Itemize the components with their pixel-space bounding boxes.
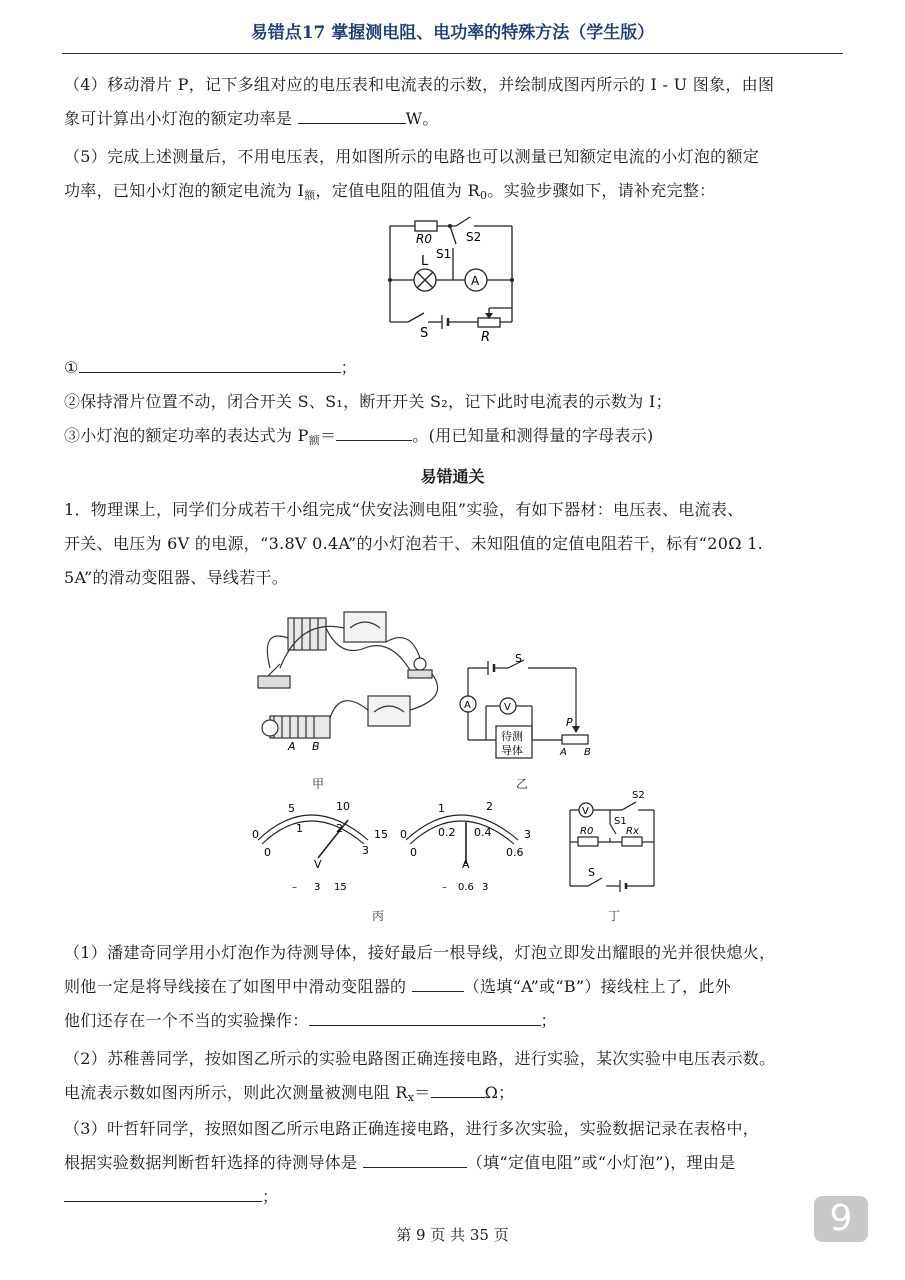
q1-blank-1[interactable] bbox=[412, 971, 464, 992]
vm-bot-3: 3 bbox=[362, 844, 369, 857]
yi-box-2: 导体 bbox=[501, 744, 523, 757]
q4-text: 象可计算出小灯泡的额定功率是 bbox=[64, 109, 298, 128]
am-unit: A bbox=[462, 858, 470, 871]
q5-sub: 额 bbox=[304, 189, 316, 202]
q1-line-1: （1）潘建奇同学用小灯泡作为待测导体，接好最后一根导线，灯泡立即发出耀眼的光并很快熄火， bbox=[64, 943, 776, 962]
label-r0: R0 bbox=[416, 232, 432, 246]
q5-text-c: 。实验步骤如下，请补充完整： bbox=[487, 181, 716, 200]
vm-unit: V bbox=[314, 858, 322, 871]
vm-top-1: 5 bbox=[288, 802, 295, 815]
ammeter-dial bbox=[406, 815, 518, 864]
p1-line-3: 5A”的滑动变阻器、导线若干。 bbox=[64, 568, 289, 587]
vm-bot-1: 1 bbox=[296, 822, 303, 835]
step-3-blank[interactable] bbox=[336, 420, 412, 441]
am-term-06: 0.6 bbox=[458, 882, 474, 893]
label-s2: S2 bbox=[466, 230, 482, 244]
s1-switch bbox=[450, 226, 456, 244]
am-bot-0: 0 bbox=[410, 846, 417, 859]
step-3-eq: ＝ bbox=[319, 426, 337, 445]
q4-line-1: （4）移动滑片 P，记下多组对应的电压表和电流表的示数，并绘制成图丙所示的 I - U 图象，由图 bbox=[64, 75, 775, 94]
label-lamp: L bbox=[421, 254, 429, 269]
yi-box-1: 待测 bbox=[501, 730, 523, 743]
caption-ding: 丁 bbox=[608, 909, 621, 923]
caption-yi: 乙 bbox=[516, 777, 529, 791]
q3-blank-2[interactable] bbox=[64, 1181, 262, 1202]
question-2 bbox=[64, 1042, 844, 1115]
header-title: 易错点17 掌握测电阻、电功率的特殊方法（学生版） bbox=[250, 23, 655, 43]
ammeter-device bbox=[368, 696, 410, 726]
step-3-note: 。(用已知量和测得量的字母表示) bbox=[412, 426, 654, 445]
bulb-device bbox=[414, 658, 426, 670]
step-2: ②保持滑片位置不动，闭合开关 S、S₁，断开开关 S₂，记下此时电流表的示数为 I； bbox=[64, 392, 672, 411]
jia-label-a: A bbox=[288, 740, 296, 753]
am-top-0: 0 bbox=[400, 828, 407, 841]
voltmeter-dial bbox=[258, 815, 368, 858]
q3-text-a: 根据实验数据判断哲轩选择的待测导体是 bbox=[64, 1153, 363, 1172]
q1-end: ； bbox=[540, 1011, 557, 1030]
q2-eq: ＝ bbox=[414, 1083, 431, 1102]
yi-rheostat bbox=[562, 735, 588, 744]
label-s1: S1 bbox=[436, 247, 452, 261]
yi-ta: A bbox=[560, 747, 567, 758]
q4-line-2 bbox=[64, 102, 844, 136]
switch-device bbox=[258, 676, 290, 688]
rheostat-symbol bbox=[478, 318, 500, 327]
steps bbox=[64, 351, 844, 458]
label-ammeter: A bbox=[471, 274, 480, 288]
p1-line-2: 开关、电压为 6V 的电源，“3.8V 0.4A”的小灯泡若干、未知阻值的定值电阻若干，标有“20Ω 1. bbox=[64, 534, 764, 553]
page-footer: 第 9 页 共 35 页 bbox=[396, 1226, 509, 1244]
section-title: 易错通关 bbox=[420, 467, 485, 486]
s2-switch bbox=[456, 217, 470, 226]
ding-rx: Rx bbox=[626, 826, 639, 837]
r0-resistor bbox=[415, 221, 437, 231]
q5-text-b: ，定值电阻的阻值为 R bbox=[315, 181, 480, 200]
ding-s: S bbox=[588, 866, 595, 879]
step-3 bbox=[64, 419, 844, 458]
rheostat-device bbox=[270, 716, 330, 738]
q1-line-2 bbox=[64, 970, 844, 1004]
am-top-2: 2 bbox=[486, 800, 493, 813]
vm-term-3: 3 bbox=[314, 882, 321, 893]
jia-label-b: B bbox=[312, 740, 320, 753]
step-1-num: ① bbox=[64, 358, 79, 377]
label-switch: S bbox=[420, 326, 429, 341]
yi-voltmeter: V bbox=[504, 702, 511, 713]
step-1 bbox=[64, 351, 844, 385]
label-rheostat: R bbox=[481, 330, 491, 345]
vm-top-0: 0 bbox=[252, 828, 259, 841]
q3-line-2 bbox=[64, 1146, 844, 1180]
am-top-1: 1 bbox=[438, 802, 445, 815]
figure-group bbox=[240, 598, 670, 928]
p1-line-1: 1．物理课上，同学们分成若干小组完成“伏安法测电阻”实验，有如下器材：电压表、电流表、 bbox=[64, 500, 744, 519]
vm-term-15: 15 bbox=[334, 882, 347, 893]
caption-jia: 甲 bbox=[312, 777, 325, 791]
q4-unit: W。 bbox=[405, 109, 439, 128]
q2-line-2 bbox=[64, 1076, 844, 1115]
q2-sub: x bbox=[407, 1091, 415, 1104]
ding-v: V bbox=[582, 806, 589, 817]
question-4 bbox=[64, 68, 844, 136]
vm-bot-2: 2 bbox=[336, 822, 343, 835]
q2-unit: Ω； bbox=[484, 1083, 515, 1102]
am-term-3: 3 bbox=[482, 882, 489, 893]
figure-yi-circuit bbox=[460, 660, 588, 758]
q3-blank-1[interactable] bbox=[363, 1147, 467, 1168]
q2-text: 电流表示数如图丙所示，则此次测量被测电阻 R bbox=[64, 1083, 408, 1102]
q2-blank[interactable] bbox=[431, 1077, 485, 1098]
vm-term-neg: – bbox=[292, 882, 297, 893]
page-header bbox=[62, 18, 843, 54]
question-5 bbox=[64, 140, 844, 213]
vm-top-3: 15 bbox=[374, 828, 388, 841]
yi-tb: B bbox=[584, 747, 591, 758]
am-bot-3: 0.6 bbox=[506, 846, 524, 859]
q3-end: ； bbox=[262, 1187, 279, 1206]
q5-line-2 bbox=[64, 174, 844, 213]
vm-bot-0: 0 bbox=[264, 846, 271, 859]
question-3 bbox=[64, 1112, 844, 1214]
step-3-text: ③小灯泡的额定功率的表达式为 P bbox=[64, 426, 309, 445]
q1-text-a: 则他一定是将导线接在了如图甲中滑动变阻器的 bbox=[64, 977, 412, 996]
question-1 bbox=[64, 936, 844, 1038]
q1-blank-2[interactable] bbox=[309, 1005, 541, 1026]
figure-jia-apparatus bbox=[258, 612, 438, 738]
q3-text-b: （填“定值电阻”或“小灯泡”)，理由是 bbox=[466, 1153, 736, 1172]
voltmeter-device bbox=[344, 612, 386, 642]
q5-sub2: 0 bbox=[479, 189, 488, 202]
caption-bing: 丙 bbox=[372, 909, 385, 923]
yi-p: P bbox=[566, 716, 573, 729]
am-bot-1: 0.2 bbox=[438, 826, 456, 839]
ding-r0: R0 bbox=[580, 826, 594, 837]
s-switch bbox=[408, 313, 424, 322]
q3-line-3 bbox=[64, 1180, 844, 1214]
q1-text-c: 他们还存在一个不当的实验操作： bbox=[64, 1011, 309, 1030]
ding-s2: S2 bbox=[632, 790, 645, 801]
q2-line-1: （2）苏稚善同学，按如图乙所示的实验电路图正确连接电路，进行实验，某次实验中电压表示数。 bbox=[64, 1049, 776, 1068]
q5-line-1: （5）完成上述测量后，不用电压表，用如图所示的电路也可以测量已知额定电流的小灯泡的额定 bbox=[64, 147, 760, 166]
yi-ammeter: A bbox=[464, 700, 471, 711]
step-1-end: ； bbox=[340, 358, 357, 377]
am-bot-2: 0.4 bbox=[474, 826, 492, 839]
q5-text-a: 功率，已知小灯泡的额定电流为 I bbox=[64, 181, 305, 200]
circuit-diagram-1 bbox=[380, 212, 530, 348]
yi-s: S bbox=[515, 652, 522, 665]
step-3-sub: 额 bbox=[308, 434, 320, 447]
step-1-blank[interactable] bbox=[79, 352, 341, 373]
am-term-neg: – bbox=[442, 882, 447, 893]
q3-line-1: （3）叶哲轩同学，按照如图乙所示电路正确连接电路，进行多次实验，实验数据记录在表格中， bbox=[64, 1119, 760, 1138]
page-number-badge: 9 bbox=[814, 1196, 868, 1242]
q1-text-b: （选填“A”或“B”）接线柱上了，此外 bbox=[463, 977, 732, 996]
ding-s1: S1 bbox=[614, 816, 627, 827]
problem-1 bbox=[64, 493, 844, 595]
q1-line-3 bbox=[64, 1004, 844, 1038]
vm-top-2: 10 bbox=[336, 800, 350, 813]
am-top-3: 3 bbox=[524, 828, 531, 841]
answer-blank[interactable] bbox=[298, 103, 406, 124]
